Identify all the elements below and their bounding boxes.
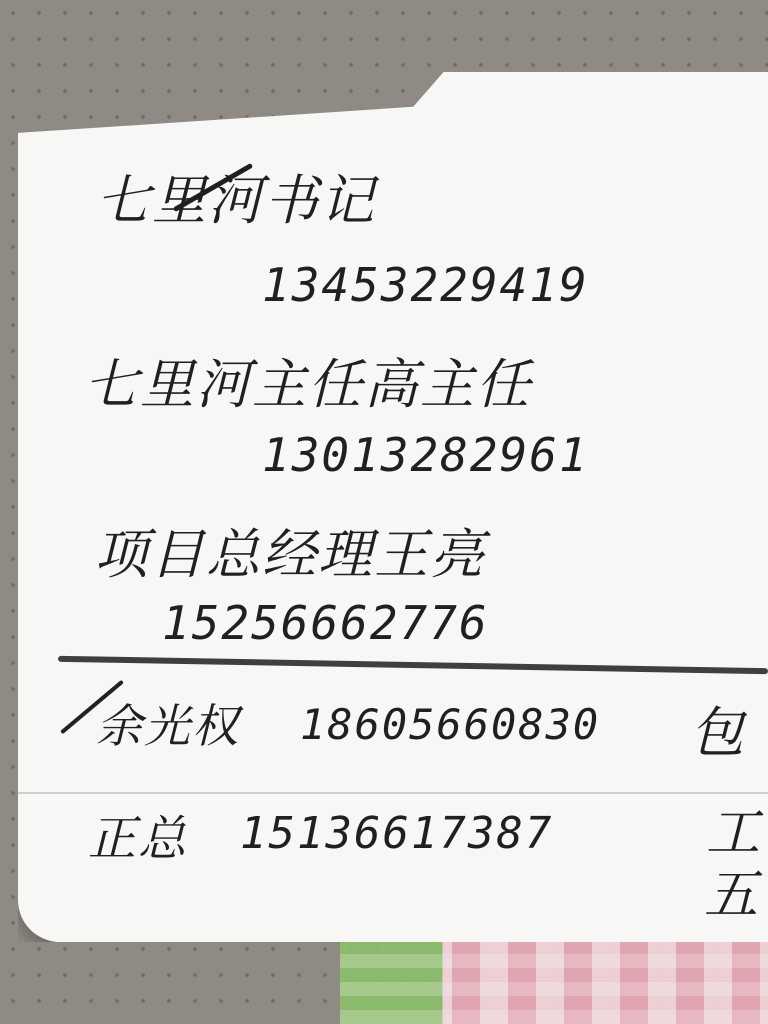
margin-mark-2: 工 — [706, 801, 762, 864]
margin-mark-3: 五 — [704, 863, 760, 926]
note-label-1: 七里河书记 — [96, 169, 376, 232]
cloth-pattern — [340, 940, 768, 1024]
margin-mark-1: 包 — [690, 701, 746, 764]
note-label-5: 正总 — [88, 811, 189, 867]
note-phone-5: 15136617387 — [240, 808, 554, 859]
note-label-4: 余光权 — [96, 699, 240, 753]
note-phone-1: 13453229419 — [262, 258, 589, 312]
note-phone-2: 13013282961 — [262, 428, 589, 482]
note-phone-4: 18605660830 — [300, 700, 601, 749]
note-label-2: 七里河主任高主任 — [84, 353, 532, 416]
note-phone-3: 15256662776 — [162, 596, 489, 650]
note-label-3: 项目总经理王亮 — [94, 523, 486, 586]
